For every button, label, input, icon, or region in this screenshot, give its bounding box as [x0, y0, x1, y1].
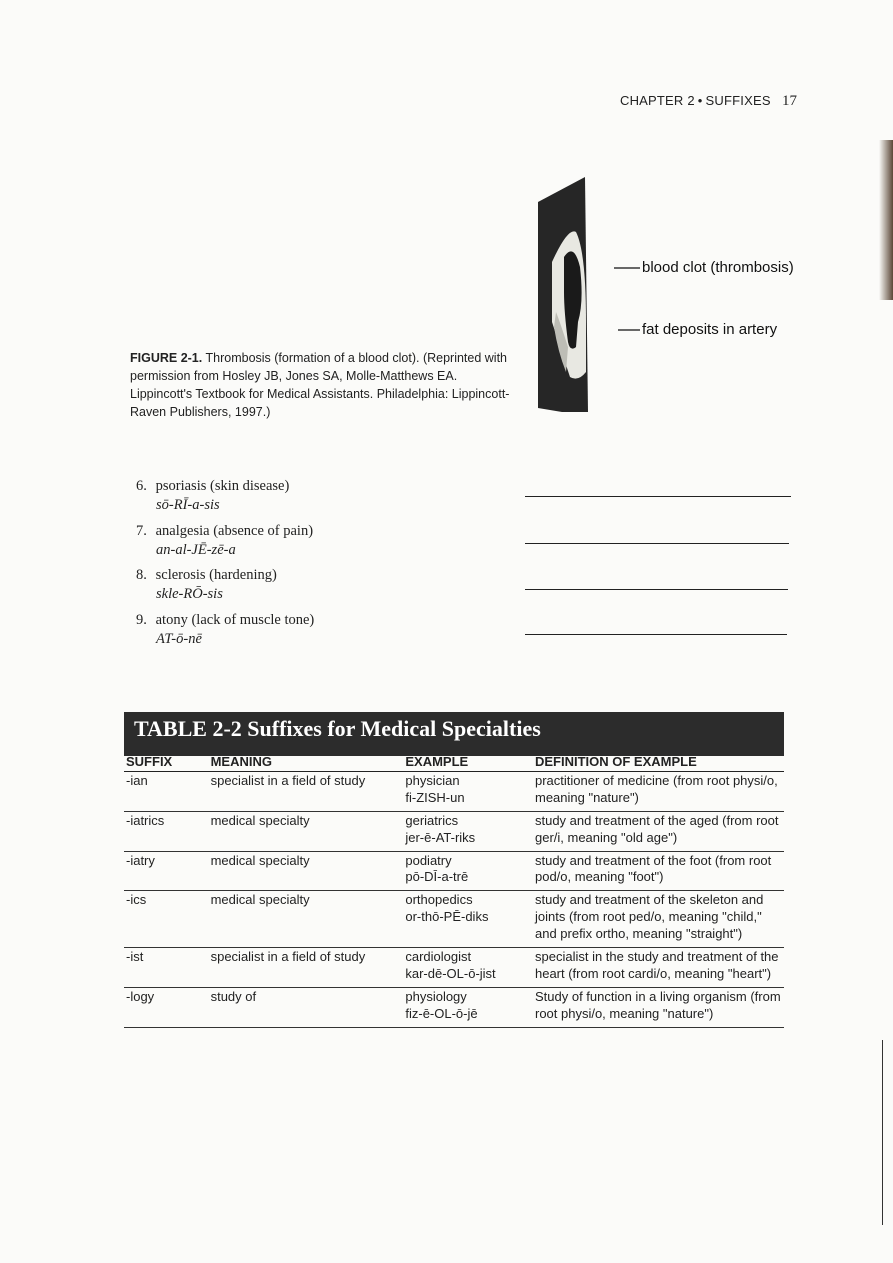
cell-suffix: -ics: [124, 891, 209, 948]
cell-example: [403, 891, 533, 948]
table-row: [124, 772, 784, 812]
example-pronunciation: fi-ZISH-un: [405, 789, 465, 805]
cell-meaning: study of: [209, 987, 404, 1027]
figure-label-clot: blood clot (thrombosis): [642, 259, 794, 276]
header-separator: •: [697, 93, 703, 108]
answer-line[interactable]: [525, 589, 788, 590]
table-row: [124, 851, 784, 891]
cell-example: [403, 811, 533, 851]
exercise-item: [136, 477, 289, 515]
cell-suffix: -ist: [124, 948, 209, 988]
exercise-number: 9.: [136, 612, 147, 628]
header-meaning: MEANING: [209, 752, 404, 772]
exercise-item: [136, 611, 314, 649]
cell-definition: practitioner of medicine (from root physi/o, meaning "nature"): [533, 772, 784, 812]
header-example: EXAMPLE: [403, 752, 533, 772]
exercise-item: [136, 566, 277, 604]
exercise-term: analgesia (absence of pain): [155, 523, 314, 539]
example-word: podiatry: [405, 852, 452, 868]
figure-caption-text: Thrombosis (formation of a blood clot). (Reprinted with permission from Hosley JB, Jones SA, Molle-Matthews EA. Lippincott's Textbook for Medical Assistants. Philadelphia: Lippincott-Raven Publishers, 1997.): [130, 351, 510, 420]
cell-suffix: -logy: [124, 987, 209, 1027]
exercise-pronunciation: sō-RĪ-a-sis: [156, 496, 220, 513]
example-word: geriatrics: [405, 812, 459, 828]
exercise-number: 6.: [136, 478, 147, 494]
exercise-pronunciation: skle-RŌ-sis: [156, 585, 223, 602]
cell-definition: specialist in the study and treatment of the heart (from root cardi/o, meaning "heart"): [533, 948, 784, 988]
cell-example: [403, 948, 533, 988]
cell-example: [403, 851, 533, 891]
table-title: TABLE 2-2 Suffixes for Medical Specialties: [124, 712, 784, 756]
header-definition: DEFINITION OF EXAMPLE: [533, 752, 784, 772]
exercise-pronunciation: an-al-JĒ-zē-a: [156, 541, 236, 558]
table-row: [124, 987, 784, 1027]
exercise-item: [136, 522, 313, 560]
exercise-term: psoriasis (skin disease): [155, 478, 290, 494]
example-pronunciation: or-thō-PĒ-diks: [405, 909, 489, 925]
cell-definition: Study of function in a living organism (from root physi/o, meaning "nature"): [533, 987, 784, 1027]
example-pronunciation: jer-ē-AT-riks: [405, 829, 476, 845]
cell-definition: study and treatment of the skeleton and joints (from root ped/o, meaning "child," and prefix ortho, meaning "straight"): [533, 891, 784, 948]
thrombosis-figure: [530, 172, 640, 418]
cell-meaning: medical specialty: [209, 891, 404, 948]
example-pronunciation: pō-DĪ-a-trē: [405, 869, 469, 885]
table-header-row: [124, 752, 784, 772]
exercise-term: atony (lack of muscle tone): [155, 612, 315, 628]
example-word: cardiologist: [405, 949, 472, 965]
table-row: [124, 811, 784, 851]
page-number: 17: [782, 93, 797, 109]
exercise-pronunciation: AT-ō-nē: [156, 630, 202, 647]
exercise-term: sclerosis (hardening): [155, 567, 277, 583]
table-row: [124, 891, 784, 948]
running-header: [620, 93, 771, 108]
cell-meaning: specialist in a field of study: [209, 948, 404, 988]
answer-line[interactable]: [525, 543, 789, 544]
cell-definition: study and treatment of the aged (from root ger/i, meaning "old age"): [533, 811, 784, 851]
section-label: SUFFIXES: [705, 93, 771, 108]
figure-caption: [130, 349, 520, 422]
table-row: [124, 948, 784, 988]
example-word: physician: [405, 773, 460, 788]
cell-example: [403, 987, 533, 1027]
example-pronunciation: kar-dē-OL-ō-jist: [405, 965, 496, 981]
cell-definition: study and treatment of the foot (from root pod/o, meaning "foot"): [533, 851, 784, 891]
exercise-number: 7.: [136, 523, 147, 539]
page-edge-line: [882, 1040, 883, 1225]
cell-meaning: medical specialty: [209, 851, 404, 891]
answer-line[interactable]: [525, 496, 791, 497]
answer-line[interactable]: [525, 634, 787, 635]
cell-suffix: -iatrics: [124, 811, 209, 851]
figure-caption-label: FIGURE 2-1.: [130, 351, 203, 365]
cell-suffix: -ian: [124, 772, 209, 812]
example-pronunciation: fiz-ē-OL-ō-jē: [405, 1005, 478, 1021]
example-word: physiology: [405, 988, 467, 1004]
suffix-table: [124, 752, 784, 1028]
cell-suffix: -iatry: [124, 851, 209, 891]
page-edge-shadow: [879, 140, 893, 300]
example-word: orthopedics: [405, 892, 473, 908]
cell-example: [403, 772, 533, 812]
cell-meaning: specialist in a field of study: [209, 772, 404, 812]
exercise-number: 8.: [136, 567, 147, 583]
header-suffix: SUFFIX: [124, 752, 209, 772]
cell-meaning: medical specialty: [209, 811, 404, 851]
chapter-label: CHAPTER 2: [620, 93, 695, 108]
figure-label-fat: fat deposits in artery: [642, 321, 778, 338]
